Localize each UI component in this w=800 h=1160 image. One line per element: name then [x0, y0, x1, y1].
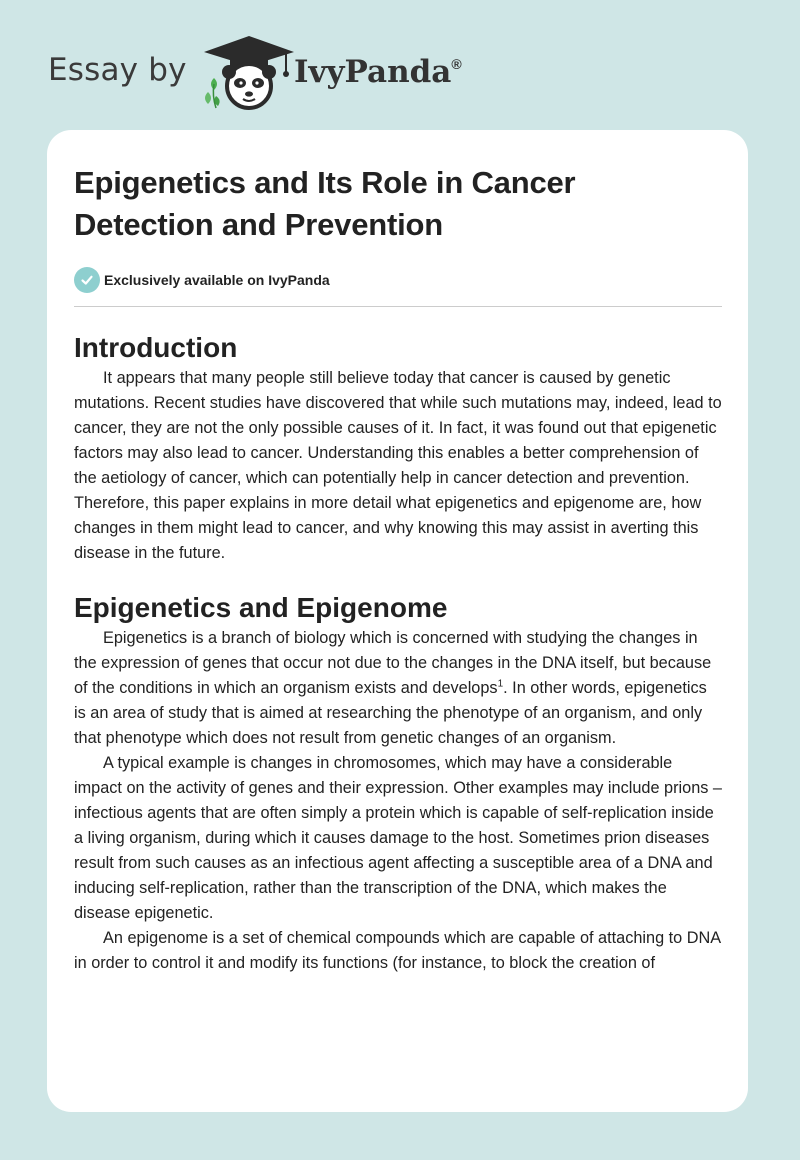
article-card [47, 130, 748, 1112]
paragraph: An epigenome is a set of chemical compounds which are capable of attaching to DNA in order to control it and modify its functions (for instance, to block the creation of [74, 929, 721, 972]
brand-text: IvyPanda [294, 54, 452, 90]
site-header [48, 34, 568, 114]
essay-by-label: Essay by [48, 52, 187, 88]
paragraph-text: . In other words, epigenetics is an area of study that is aimed at researching the phenotype of an organism, and only that phenotype which does not result from genetic changes of an organism. [74, 679, 707, 747]
paragraph: It appears that many people still believe today that cancer is caused by genetic mutations. Recent studies have discovered that while such mutations may, indeed, lead to cancer, they are not the only possible causes of it. In fact, it was found out that epigenetic factors may also lead to cancer. Understanding this enables a better comprehension of the aetiology of cancer, which can potentially help in cancer detection and prevention. Therefore, this paper explains in more detail what epigenetics and epigenome are, how changes in them might lead to cancer, and why knowing this may assist in averting this disease in the future. [74, 369, 722, 562]
check-icon [74, 267, 100, 293]
registered-mark: ® [451, 56, 462, 72]
paragraph [74, 626, 722, 751]
exclusive-badge [74, 266, 722, 294]
badge-text: Exclusively available on IvyPanda [104, 272, 330, 288]
ivypanda-logo-icon[interactable] [200, 34, 298, 110]
article-content [74, 162, 722, 976]
article-title: Epigenetics and Its Role in Cancer Detection and Prevention [74, 165, 576, 242]
paragraph-text: Epigenetics is a branch of biology which is concerned with studying the changes in the expression of genes that occur not due to the changes in the DNA itself, but because of the conditions in which an organism exists and develops [74, 629, 712, 697]
brand-name[interactable] [294, 54, 462, 90]
footnote-link[interactable]: 1 [497, 678, 504, 690]
section-heading-epigenetics: Epigenetics and Epigenome [74, 592, 448, 623]
section-heading-introduction: Introduction [74, 332, 238, 363]
divider [74, 306, 722, 307]
paragraph: A typical example is changes in chromosomes, which may have a considerable impact on the activity of genes and their expression. Other examples may include prions – infectious agents that are often simply a protein which is capable of self-replication inside a living organism, during which it causes damage to the host. Sometimes prion diseases result from such causes as an infectious agent affecting a susceptible area of a DNA and inducing self-replication, rather than the transcription of the DNA, which makes the disease epigenetic. [74, 754, 722, 922]
